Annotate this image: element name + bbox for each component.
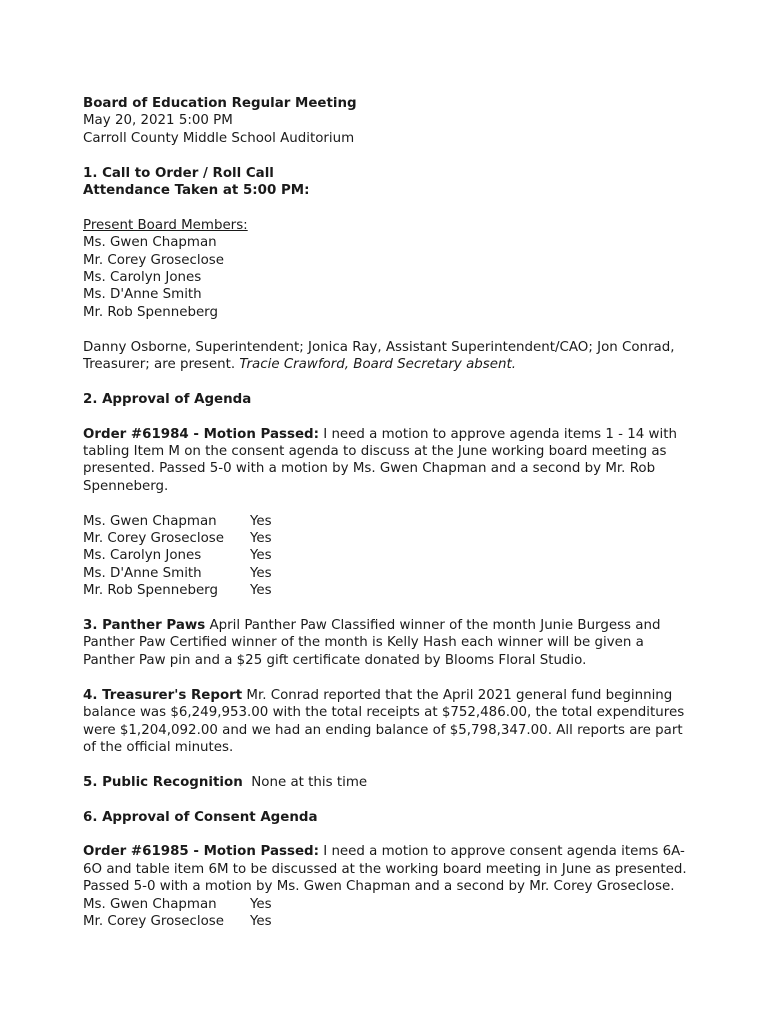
vote-value: Yes xyxy=(250,531,272,547)
vote-row xyxy=(83,913,693,930)
vote-value: Yes xyxy=(250,565,272,581)
order-61985-text: I need a motion to approve consent agenda items 6A-6O and table item 6M to be discussed at the working board meeting in June as presented. Passed 5-0 with a motion by Ms. Gwen Chapman and a second by Mr. Corey Groseclose. xyxy=(83,844,687,895)
meeting-location: Carroll County Middle School Auditorium xyxy=(83,130,355,146)
vote-name: Mr. Corey Groseclose xyxy=(83,531,224,547)
minutes-body xyxy=(83,95,693,930)
vote-name: Ms. Carolyn Jones xyxy=(83,548,202,564)
vote-name: Mr. Rob Spenneberg xyxy=(83,583,218,599)
meeting-datetime: May 20, 2021 5:00 PM xyxy=(83,113,233,129)
staff-present-text: Danny Osborne, Superintendent; Jonica Ray, Assistant Superintendent/CAO; Jon Conrad, Treasurer; are present. xyxy=(83,339,675,373)
vote-row xyxy=(83,582,693,599)
vote-row xyxy=(83,565,693,582)
staff-present-paragraph xyxy=(83,339,693,374)
vote-value: Yes xyxy=(250,513,272,529)
vote-row xyxy=(83,530,693,547)
treasurer-report-text: Mr. Conrad reported that the April 2021 general fund beginning balance was $6,249,953.00 with the total receipts at $752,486.00, the total expenditures were $1,204,092.00 and we had an ending balance of $5,798,347.00. All reports are part of the official minutes. xyxy=(83,687,685,755)
section-6-heading: 6. Approval of Consent Agenda xyxy=(83,809,318,825)
member-name: Ms. D'Anne Smith xyxy=(83,287,202,303)
order-61984-label: Order #61984 - Motion Passed: xyxy=(83,426,319,442)
vote-value: Yes xyxy=(250,913,272,929)
public-recognition-text: None at this time xyxy=(242,774,368,790)
vote-name: Mr. Corey Groseclose xyxy=(83,913,224,929)
panther-paws-paragraph xyxy=(83,617,693,669)
attendance-line: Attendance Taken at 5:00 PM: xyxy=(83,183,310,199)
treasurer-report-paragraph xyxy=(83,687,693,757)
panther-paws-text: April Panther Paw Classified winner of the month Junie Burgess and Panther Paw Certified winner of the month is Kelly Hash each winner will be given a Panther Paw pin and a $25 gift certificate donated by Blooms Floral Studio. xyxy=(83,618,661,668)
section-2-heading: 2. Approval of Agenda xyxy=(83,391,252,407)
vote-name: Ms. Gwen Chapman xyxy=(83,896,217,912)
meeting-title: Board of Education Regular Meeting xyxy=(83,96,357,111)
vote-value: Yes xyxy=(250,896,272,912)
section-3-heading: 3. Panther Paws xyxy=(83,618,206,634)
member-name: Ms. Carolyn Jones xyxy=(83,270,202,286)
member-name: Mr. Rob Spenneberg xyxy=(83,304,218,320)
section-1-heading: 1. Call to Order / Roll Call xyxy=(83,165,274,181)
vote-value: Yes xyxy=(250,583,272,599)
vote-row xyxy=(83,547,693,564)
secretary-absent-text: Tracie Crawford, Board Secretary absent. xyxy=(239,357,517,373)
vote-row xyxy=(83,896,693,913)
vote-value: Yes xyxy=(250,548,272,564)
member-name: Mr. Corey Groseclose xyxy=(83,252,224,268)
vote-name: Ms. D'Anne Smith xyxy=(83,565,202,581)
order-61984-text: I need a motion to approve agenda items 1 - 14 with tabling Item M on the consent agenda to discuss at the June working board meeting as presented. Passed 5-0 with a motion by Ms. Gwen Chapman and a second by Mr. Rob Spenneberg. xyxy=(83,426,677,494)
present-members-label: Present Board Members: xyxy=(83,217,248,233)
order-61984-paragraph xyxy=(83,426,693,496)
vote-row xyxy=(83,513,693,530)
order-61985-label: Order #61985 - Motion Passed: xyxy=(83,844,319,860)
public-recognition-paragraph xyxy=(83,774,693,791)
order-61985-paragraph xyxy=(83,843,693,895)
section-5-heading: 5. Public Recognition xyxy=(83,774,243,790)
section-4-heading: 4. Treasurer's Report xyxy=(83,687,243,703)
member-name: Ms. Gwen Chapman xyxy=(83,235,217,251)
vote-name: Ms. Gwen Chapman xyxy=(83,513,217,529)
